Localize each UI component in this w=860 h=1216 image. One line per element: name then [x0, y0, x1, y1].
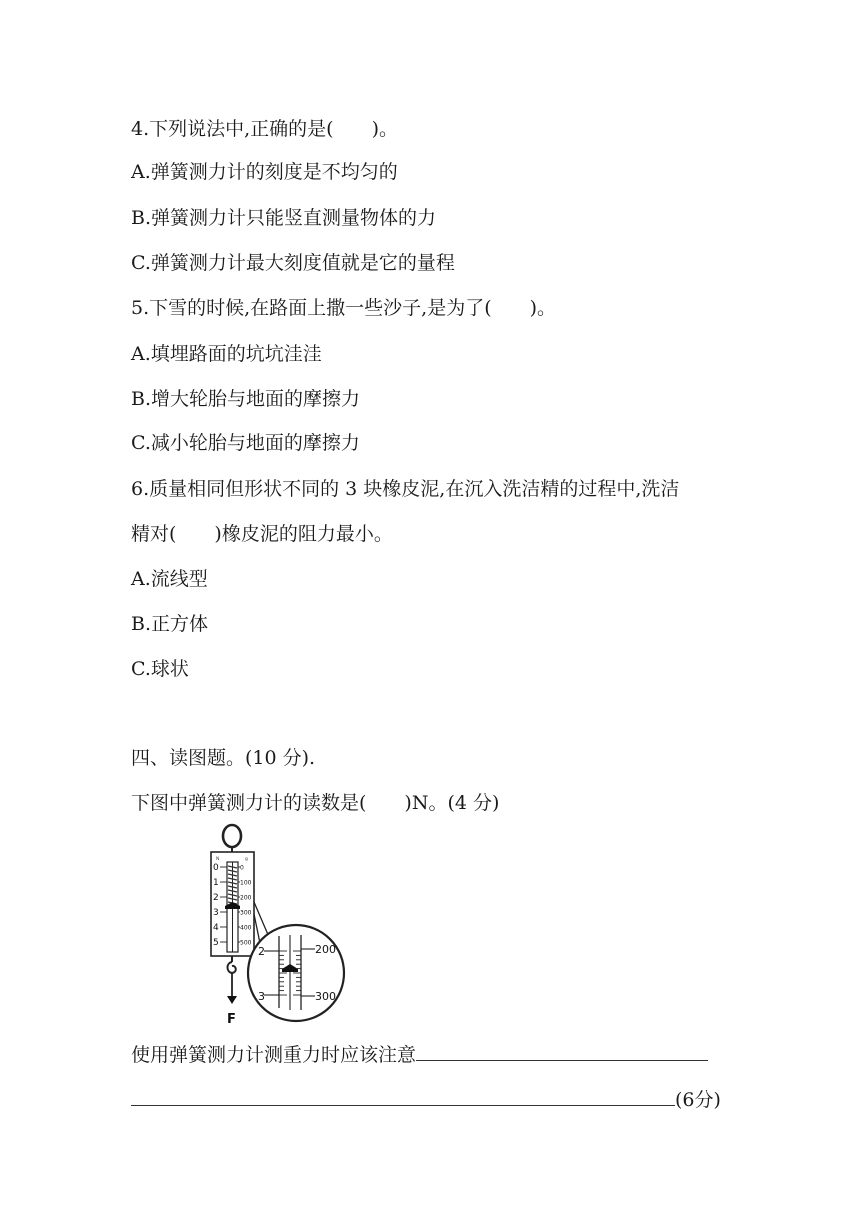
answer-blank-1[interactable]	[416, 1042, 708, 1061]
zoom-label-3: 3	[258, 990, 265, 1003]
question-6-stem-line2: 精对( )橡皮泥的阻力最小。	[131, 523, 393, 545]
question-4-stem: 4.下列说法中,正确的是( )。	[131, 118, 398, 140]
right-scale-label: 300	[240, 909, 252, 917]
force-arrow-icon	[227, 996, 237, 1004]
question-5-option-a: A.填埋路面的坑坑洼洼	[131, 343, 322, 365]
zoom-label-2: 2	[258, 945, 265, 958]
question-6-option-a: A.流线型	[131, 568, 208, 590]
left-scale-label: 3	[213, 908, 219, 918]
left-scale-label: 5	[213, 938, 219, 948]
left-scale-label: 1	[213, 878, 219, 888]
question-5-stem: 5.下雪的时候,在路面上撒一些沙子,是为了( )。	[131, 297, 557, 319]
question-5-option-b: B.增大轮胎与地面的摩擦力	[131, 388, 361, 410]
unit-label-left: N	[216, 857, 220, 862]
question-6-option-c: C.球状	[131, 658, 189, 680]
zoom-label-200: 200	[315, 943, 336, 956]
question-5-option-c: C.减小轮胎与地面的摩擦力	[131, 432, 360, 454]
answer-blank-2[interactable]	[131, 1087, 675, 1106]
right-scale-label: 200	[240, 894, 252, 902]
question-6-stem-line1: 6.质量相同但形状不同的 3 块橡皮泥,在沉入洗洁精的过程中,洗洁	[131, 478, 680, 500]
notice-question-text: 使用弹簧测力计测重力时应该注意	[131, 1044, 417, 1066]
figure-question: 下图中弹簧测力计的读数是( )N。(4 分)	[131, 792, 500, 814]
hanging-ring-icon	[223, 825, 241, 847]
question-4-option-c: C.弹簧测力计最大刻度值就是它的量程	[131, 252, 455, 274]
left-scale-label: 2	[213, 893, 219, 903]
right-scale-label: 0	[240, 864, 244, 872]
spring-scale-figure	[205, 822, 350, 1030]
right-scale-label: 100	[240, 879, 252, 887]
question-4-option-b: B.弹簧测力计只能竖直测量物体的力	[131, 207, 437, 229]
hook-icon	[228, 962, 236, 973]
notice-question	[131, 1042, 708, 1067]
right-scale-label: 500	[240, 939, 252, 947]
force-label: F	[227, 1012, 236, 1027]
notice-question-score: (6分)	[675, 1089, 721, 1111]
question-6-option-b: B.正方体	[131, 613, 209, 635]
unit-label-right: g	[245, 857, 248, 862]
section-title: 四、读图题。(10 分).	[131, 747, 316, 769]
question-4-option-a: A.弹簧测力计的刻度是不均匀的	[131, 161, 398, 183]
zoom-label-300: 300	[315, 990, 336, 1003]
notice-question-continuation	[131, 1087, 721, 1112]
left-scale-label: 4	[213, 923, 219, 933]
right-scale-label: 400	[240, 924, 252, 932]
left-scale-label: 0	[213, 863, 219, 873]
